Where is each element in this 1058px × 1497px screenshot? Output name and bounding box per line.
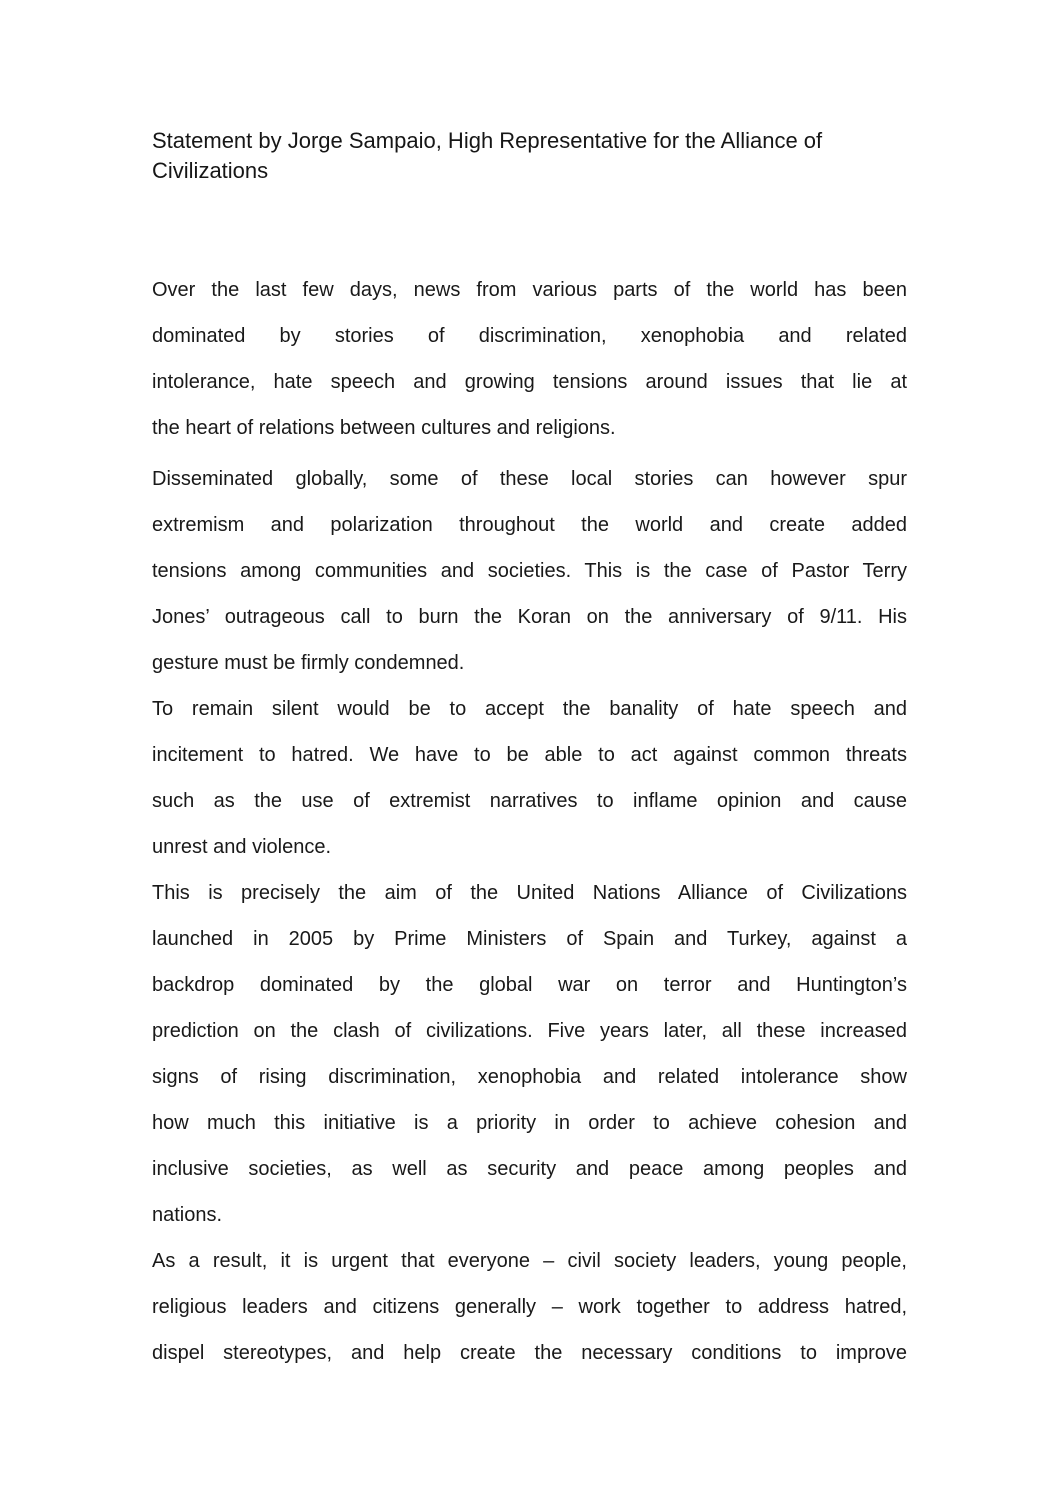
text-line: incitement to hatred. We have to be able to act against common threats bbox=[152, 744, 907, 766]
text-line: tensions among communities and societies. This is the case of Pastor Terry bbox=[152, 560, 907, 582]
paragraph-4 bbox=[152, 870, 907, 1238]
text-line: As a result, it is urgent that everyone – civil society leaders, young people, bbox=[152, 1250, 907, 1272]
text-line: such as the use of extremist narratives to inflame opinion and cause bbox=[152, 790, 907, 812]
document-content bbox=[152, 126, 907, 1376]
title-line: Statement by Jorge Sampaio, High Representative for the Alliance of bbox=[152, 128, 823, 153]
text-line: unrest and violence. bbox=[152, 836, 332, 858]
text-line: launched in 2005 by Prime Ministers of Spain and Turkey, against a bbox=[152, 928, 907, 950]
text-line: Over the last few days, news from various parts of the world has been bbox=[152, 279, 907, 301]
paragraph-2 bbox=[152, 456, 907, 686]
text-line: dominated by stories of discrimination, xenophobia and related bbox=[152, 325, 907, 347]
title-line: Civilizations bbox=[152, 158, 269, 183]
paragraph-3 bbox=[152, 686, 907, 870]
paragraph-5 bbox=[152, 1238, 907, 1376]
text-line: inclusive societies, as well as security and peace among peoples and bbox=[152, 1158, 907, 1180]
text-line: backdrop dominated by the global war on terror and Huntington’s bbox=[152, 974, 907, 996]
paragraph-1 bbox=[152, 267, 907, 451]
text-line: To remain silent would be to accept the banality of hate speech and bbox=[152, 698, 907, 720]
text-line: signs of rising discrimination, xenophobia and related intolerance show bbox=[152, 1066, 907, 1088]
text-line: Jones’ outrageous call to burn the Koran on the anniversary of 9/11. His bbox=[152, 606, 907, 628]
text-line: dispel stereotypes, and help create the necessary conditions to improve bbox=[152, 1342, 907, 1364]
text-line: how much this initiative is a priority in order to achieve cohesion and bbox=[152, 1112, 907, 1134]
text-line: nations. bbox=[152, 1204, 223, 1226]
text-line: prediction on the clash of civilizations. Five years later, all these increased bbox=[152, 1020, 907, 1042]
text-line: religious leaders and citizens generally – work together to address hatred, bbox=[152, 1296, 907, 1318]
text-line: the heart of relations between cultures and religions. bbox=[152, 417, 616, 439]
text-line: extremism and polarization throughout the world and create added bbox=[152, 514, 907, 536]
text-line: This is precisely the aim of the United Nations Alliance of Civilizations bbox=[152, 882, 907, 904]
text-line: intolerance, hate speech and growing tensions around issues that lie at bbox=[152, 371, 907, 393]
document-title bbox=[152, 126, 907, 186]
text-line: gesture must be firmly condemned. bbox=[152, 652, 465, 674]
text-line: Disseminated globally, some of these local stories can however spur bbox=[152, 468, 907, 490]
